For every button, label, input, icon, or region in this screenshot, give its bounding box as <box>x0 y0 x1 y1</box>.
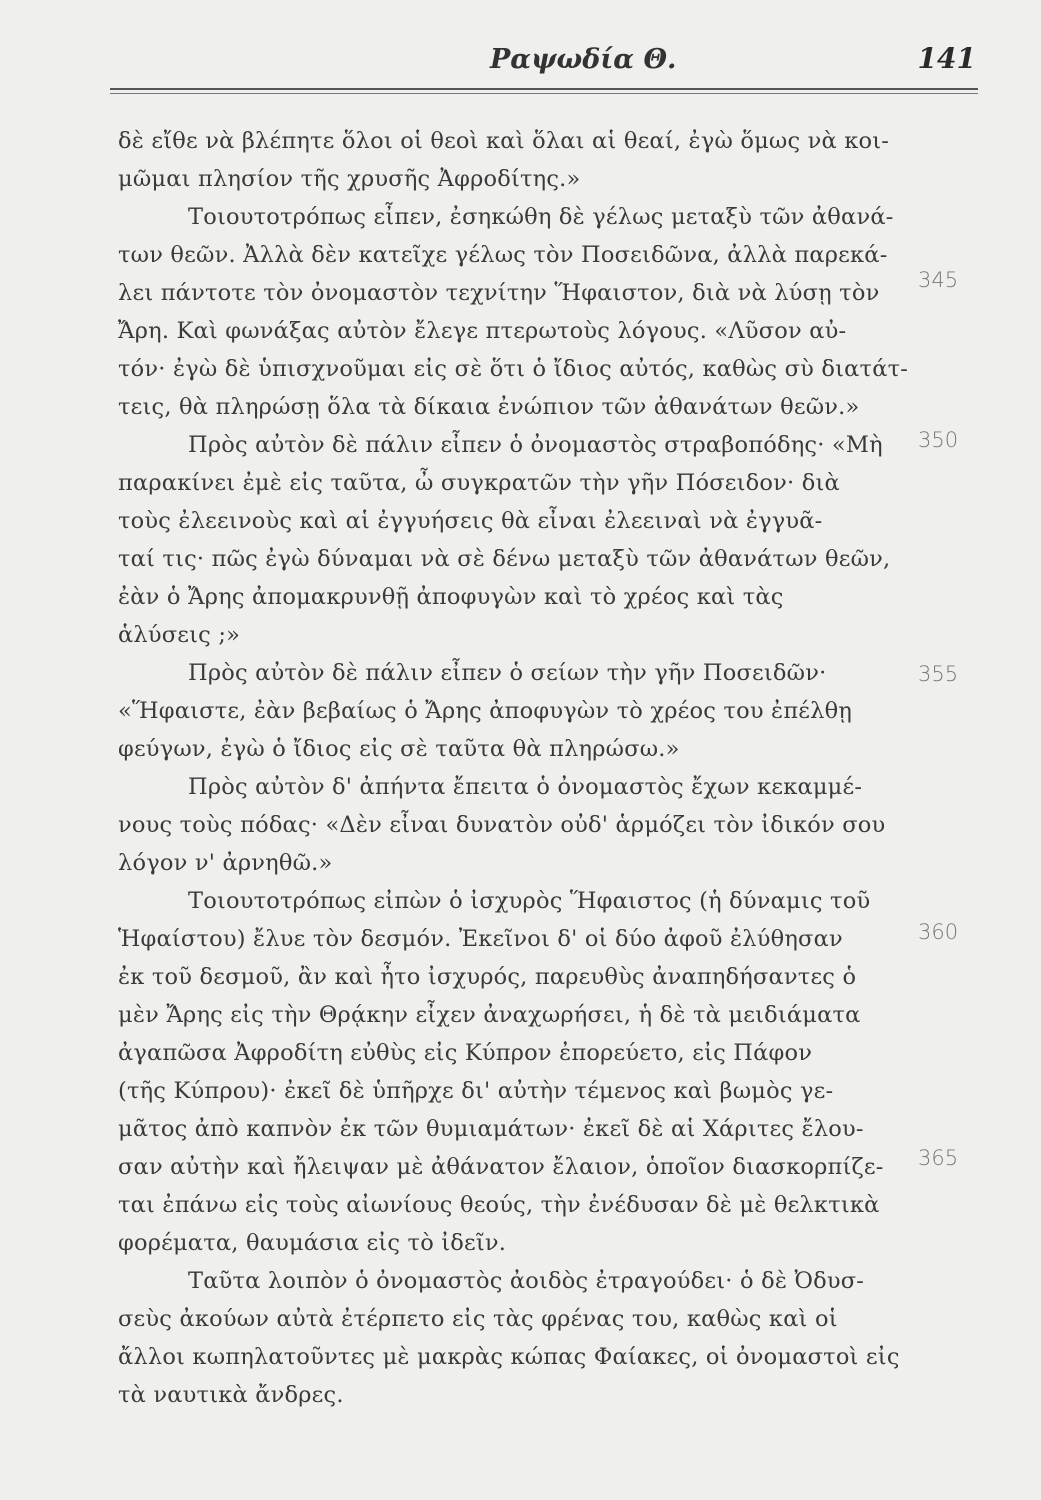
text-line: λόγον ν' ἀρνηθῶ.» <box>118 850 333 876</box>
text-line: Τοιουτοτρόπως εἶπεν, ἐσηκώθη δὲ γέλως μεταξὺ τῶν ἀθανά- <box>188 204 894 230</box>
text-line: Πρὸς αὐτὸν δὲ πάλιν εἶπεν ὁ σείων τὴν γῆν Ποσειδῶν· <box>188 660 827 686</box>
text-line: σαν αὐτὴν καὶ ἤλειψαν μὲ ἀθάνατον ἔλαιον, ὁποῖον διασκορπίζε- <box>118 1154 884 1180</box>
text-line: τεις, θὰ πληρώσῃ ὅλα τὰ δίκαια ἐνώπιον τῶν ἀθανάτων θεῶν.» <box>118 394 860 420</box>
text-line: Ἡφαίστου) ἔλυε τὸν δεσμόν. Ἐκεῖνοι δ' οἱ δύο ἀφοῦ ἐλύθησαν <box>118 926 843 952</box>
line-number-365: 365 <box>918 1146 959 1170</box>
text-line: φεύγων, ἐγὼ ὁ ἴδιος εἰς σὲ ταῦτα θὰ πληρώσω.» <box>118 736 680 762</box>
text-line: ἄλλοι κωπηλατοῦντες μὲ μακρὰς κώπας Φαίακες, οἱ ὀνομαστοὶ εἰς <box>118 1344 900 1370</box>
chapter-title: Ραψωδία Θ. <box>490 44 677 75</box>
text-line: λει πάντοτε τὸν ὀνομαστὸν τεχνίτην Ἥφαιστον, διὰ νὰ λύσῃ τὸν <box>118 280 880 306</box>
text-line: ἀγαπῶσα Ἀφροδίτη εὐθὺς εἰς Κύπρον ἐπορεύετο, εἰς Πάφον <box>118 1040 813 1066</box>
page-number: 141 <box>917 42 976 75</box>
text-line: μᾶτος ἀπὸ καπνὸν ἐκ τῶν θυμιαμάτων· ἐκεῖ δὲ αἱ Χάριτες ἔλου- <box>118 1116 864 1142</box>
text-line: σεὺς ἀκούων αὐτὰ ἐτέρπετο εἰς τὰς φρένας του, καθὼς καὶ οἱ <box>118 1306 838 1332</box>
text-line: των θεῶν. Ἀλλὰ δὲν κατεῖχε γέλως τὸν Ποσειδῶνα, ἀλλὰ παρεκά- <box>118 242 888 268</box>
text-line: τὰ ναυτικὰ ἄνδρες. <box>118 1382 344 1408</box>
text-line: (τῆς Κύπρου)· ἐκεῖ δὲ ὑπῆρχε δι' αὐτὴν τέμενος καὶ βωμὸς γε- <box>118 1078 834 1104</box>
header-rule-thin <box>110 93 978 94</box>
line-number-350: 350 <box>918 428 959 452</box>
text-line: Ταῦτα λοιπὸν ὁ ὀνομαστὸς ἀοιδὸς ἐτραγούδει· ὁ δὲ Ὀδυσ- <box>188 1268 865 1294</box>
running-head <box>120 42 980 88</box>
line-number-345: 345 <box>918 268 959 292</box>
text-line: Πρὸς αὐτὸν δ' ἀπήντα ἔπειτα ὁ ὀνομαστὸς ἔχων κεκαμμέ- <box>188 774 863 800</box>
text-line: μῶμαι πλησίον τῆς χρυσῆς Ἀφροδίτης.» <box>118 166 581 192</box>
text-line: ταί τις· πῶς ἐγὼ δύναμαι νὰ σὲ δένω μεταξὺ τῶν ἀθανάτων θεῶν, <box>118 546 891 572</box>
text-line: τοὺς ἐλεεινοὺς καὶ αἱ ἐγγυήσεις θὰ εἶναι ἐλεειναὶ νὰ ἐγγυᾶ- <box>118 508 823 534</box>
text-line: Ἄρη. Καὶ φωνάξας αὐτὸν ἔλεγε πτερωτοὺς λόγους. «Λῦσον αὐ- <box>118 318 847 344</box>
text-line: ται ἐπάνω εἰς τοὺς αἰωνίους θεούς, τὴν ἐνέδυσαν δὲ μὲ θελκτικὰ <box>118 1192 880 1218</box>
text-line: ἐὰν ὁ Ἄρης ἀπομακρυνθῇ ἀποφυγὼν καὶ τὸ χρέος καὶ τὰς <box>118 584 784 610</box>
text-line: παρακίνει ἐμὲ εἰς ταῦτα, ὦ συγκρατῶν τὴν γῆν Πόσειδον· διὰ <box>118 470 840 496</box>
line-number-355: 355 <box>918 662 959 686</box>
text-line: τόν· ἐγὼ δὲ ὑπισχνοῦμαι εἰς σὲ ὅτι ὁ ἴδιος αὐτός, καθὼς σὺ διατάτ- <box>118 356 909 382</box>
line-number-360: 360 <box>918 920 959 944</box>
header-rule <box>110 88 978 90</box>
text-line: νους τοὺς πόδας· «Δὲν εἶναι δυνατὸν οὐδ' ἁρμόζει τὸν ἰδικόν σου <box>118 812 886 838</box>
text-line: μὲν Ἄρης εἰς τὴν Θρᾴκην εἶχεν ἀναχωρήσει, ἡ δὲ τὰ μειδιάματα <box>118 1002 861 1028</box>
text-line: φορέματα, θαυμάσια εἰς τὸ ἰδεῖν. <box>118 1230 507 1256</box>
text-line: ἁλύσεις ;» <box>118 622 241 648</box>
text-line: Τοιουτοτρόπως εἰπὼν ὁ ἰσχυρὸς Ἥφαιστος (ἡ δύναμις τοῦ <box>188 888 871 914</box>
text-line: Πρὸς αὐτὸν δὲ πάλιν εἶπεν ὁ ὀνομαστὸς στραβοπόδης· «Μὴ <box>188 432 883 458</box>
text-line: δὲ εἴθε νὰ βλέπητε ὅλοι οἱ θεοὶ καὶ ὅλαι αἱ θεαί, ἐγὼ ὅμως νὰ κοι- <box>118 128 890 154</box>
text-line: ἐκ τοῦ δεσμοῦ, ἂν καὶ ἦτο ἰσχυρός, παρευθὺς ἀναπηδήσαντες ὁ <box>118 964 857 990</box>
text-line: «Ἥφαιστε, ἐὰν βεβαίως ὁ Ἄρης ἀποφυγὼν τὸ χρέος του ἐπέλθῃ <box>118 698 853 724</box>
